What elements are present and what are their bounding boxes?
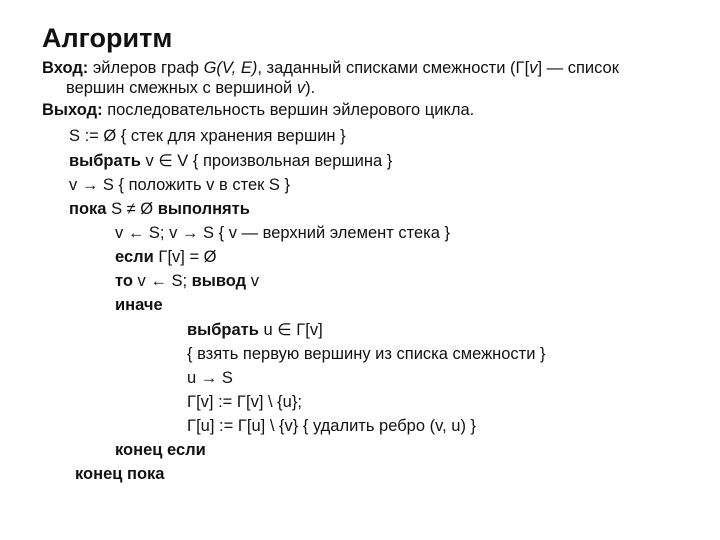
code-keyword-end-if: конец если <box>115 441 206 459</box>
input-line <box>42 58 619 78</box>
input-text-2: , заданный списками смежности (Γ[ <box>257 59 530 77</box>
input-graph: G(V, E) <box>203 59 258 77</box>
slide-title: Алгоритм <box>42 23 173 53</box>
code-keyword-output: вывод <box>191 272 247 290</box>
input-cont-1: вершин смежных с вершиной <box>66 79 297 97</box>
code-keyword-else: иначе <box>115 296 163 314</box>
code-line-1: S := Ø { стек для хранения вершин } <box>69 127 346 145</box>
code-keyword-select: выбрать <box>69 152 141 170</box>
code-line-9 <box>187 320 323 340</box>
output-line <box>42 100 474 120</box>
code-line-7-tail: v <box>246 272 259 290</box>
code-line-6-text: Γ[v] = Ø <box>153 248 217 266</box>
code-line-14 <box>115 440 206 460</box>
code-line-4-text: S ≠ Ø <box>106 200 158 218</box>
input-label: Вход: <box>42 59 89 77</box>
code-line-2-text: v ∈ V { произвольная вершина } <box>140 152 393 170</box>
code-keyword-while: пока <box>69 200 107 218</box>
code-keyword-if: если <box>115 248 154 266</box>
code-keyword-end-while: конец пока <box>75 465 165 483</box>
code-line-2 <box>69 151 392 171</box>
code-line-5: v ← S; v → S { v — верхний элемент стека } <box>115 224 451 242</box>
code-line-7 <box>115 271 259 291</box>
input-text-1: эйлеров граф <box>88 59 204 77</box>
code-line-4 <box>69 199 250 219</box>
input-text-3: ] — список <box>537 59 619 77</box>
code-line-8 <box>115 295 163 315</box>
code-line-15 <box>75 464 164 484</box>
output-text: последовательность вершин эйлерового цикла. <box>102 101 475 119</box>
code-line-6 <box>115 247 217 267</box>
code-line-11: u → S <box>187 369 233 387</box>
code-keyword-do: выполнять <box>157 200 250 218</box>
code-line-9-text: u ∈ Γ[v] <box>258 321 323 339</box>
output-label: Выход: <box>42 101 103 119</box>
input-cont-2: ). <box>305 79 316 97</box>
code-line-3: v → S { положить v в стек S } <box>69 176 291 194</box>
code-line-7-text: v ← S; <box>132 272 192 290</box>
input-cont-v: v <box>296 79 306 97</box>
code-line-13: Γ[u] := Γ[u] \ {v} { удалить ребро (v, u) } <box>187 417 477 435</box>
code-keyword-then: то <box>115 272 133 290</box>
code-line-12: Γ[v] := Γ[v] \ {u}; <box>187 393 302 411</box>
code-line-10: { взять первую вершину из списка смежности } <box>187 345 546 363</box>
input-continuation <box>66 78 315 98</box>
input-v: v <box>529 59 538 77</box>
code-keyword-select-2: выбрать <box>187 321 259 339</box>
